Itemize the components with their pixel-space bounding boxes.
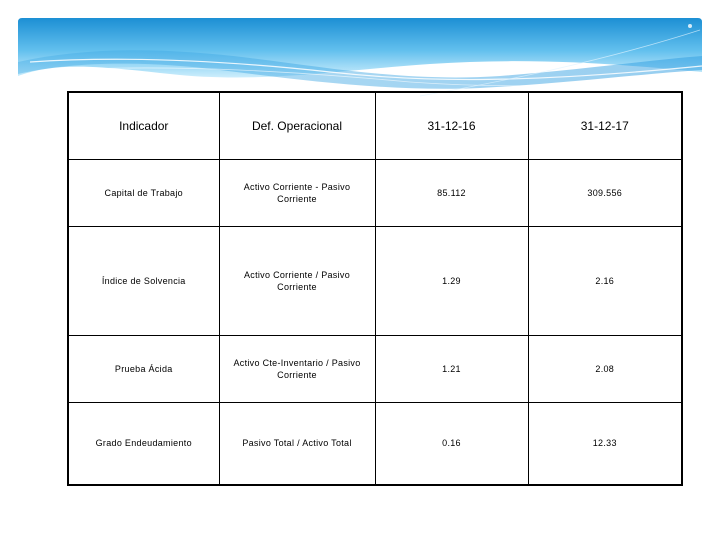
cell-definition: Activo Corriente / Pasivo Corriente [219,227,375,336]
table-row [68,336,682,403]
table-row [68,403,682,486]
cell-indicator: Grado Endeudamiento [68,403,219,486]
header-indicador: Indicador [68,92,219,160]
table-row [68,160,682,227]
cell-indicator: Prueba Ácida [68,336,219,403]
table-header-row [68,92,682,160]
cell-value-2017: 2.08 [528,336,682,403]
cell-value-2017: 12.33 [528,403,682,486]
cell-value-2016: 0.16 [375,403,528,486]
cell-definition: Activo Cte-Inventario / Pasivo Corriente [219,336,375,403]
cell-definition: Activo Corriente - Pasivo Corriente [219,160,375,227]
cell-value-2016: 85.112 [375,160,528,227]
header-def-operacional: Def. Operacional [219,92,375,160]
financial-indicators-table [67,91,683,486]
header-date-2016: 31-12-16 [375,92,528,160]
cell-definition: Pasivo Total / Activo Total [219,403,375,486]
cell-indicator: Índice de Solvencia [68,227,219,336]
cell-value-2017: 2.16 [528,227,682,336]
cell-value-2016: 1.29 [375,227,528,336]
cell-value-2016: 1.21 [375,336,528,403]
table-row [68,227,682,336]
header-date-2017: 31-12-17 [528,92,682,160]
cell-value-2017: 309.556 [528,160,682,227]
cell-indicator: Capital de Trabajo [68,160,219,227]
